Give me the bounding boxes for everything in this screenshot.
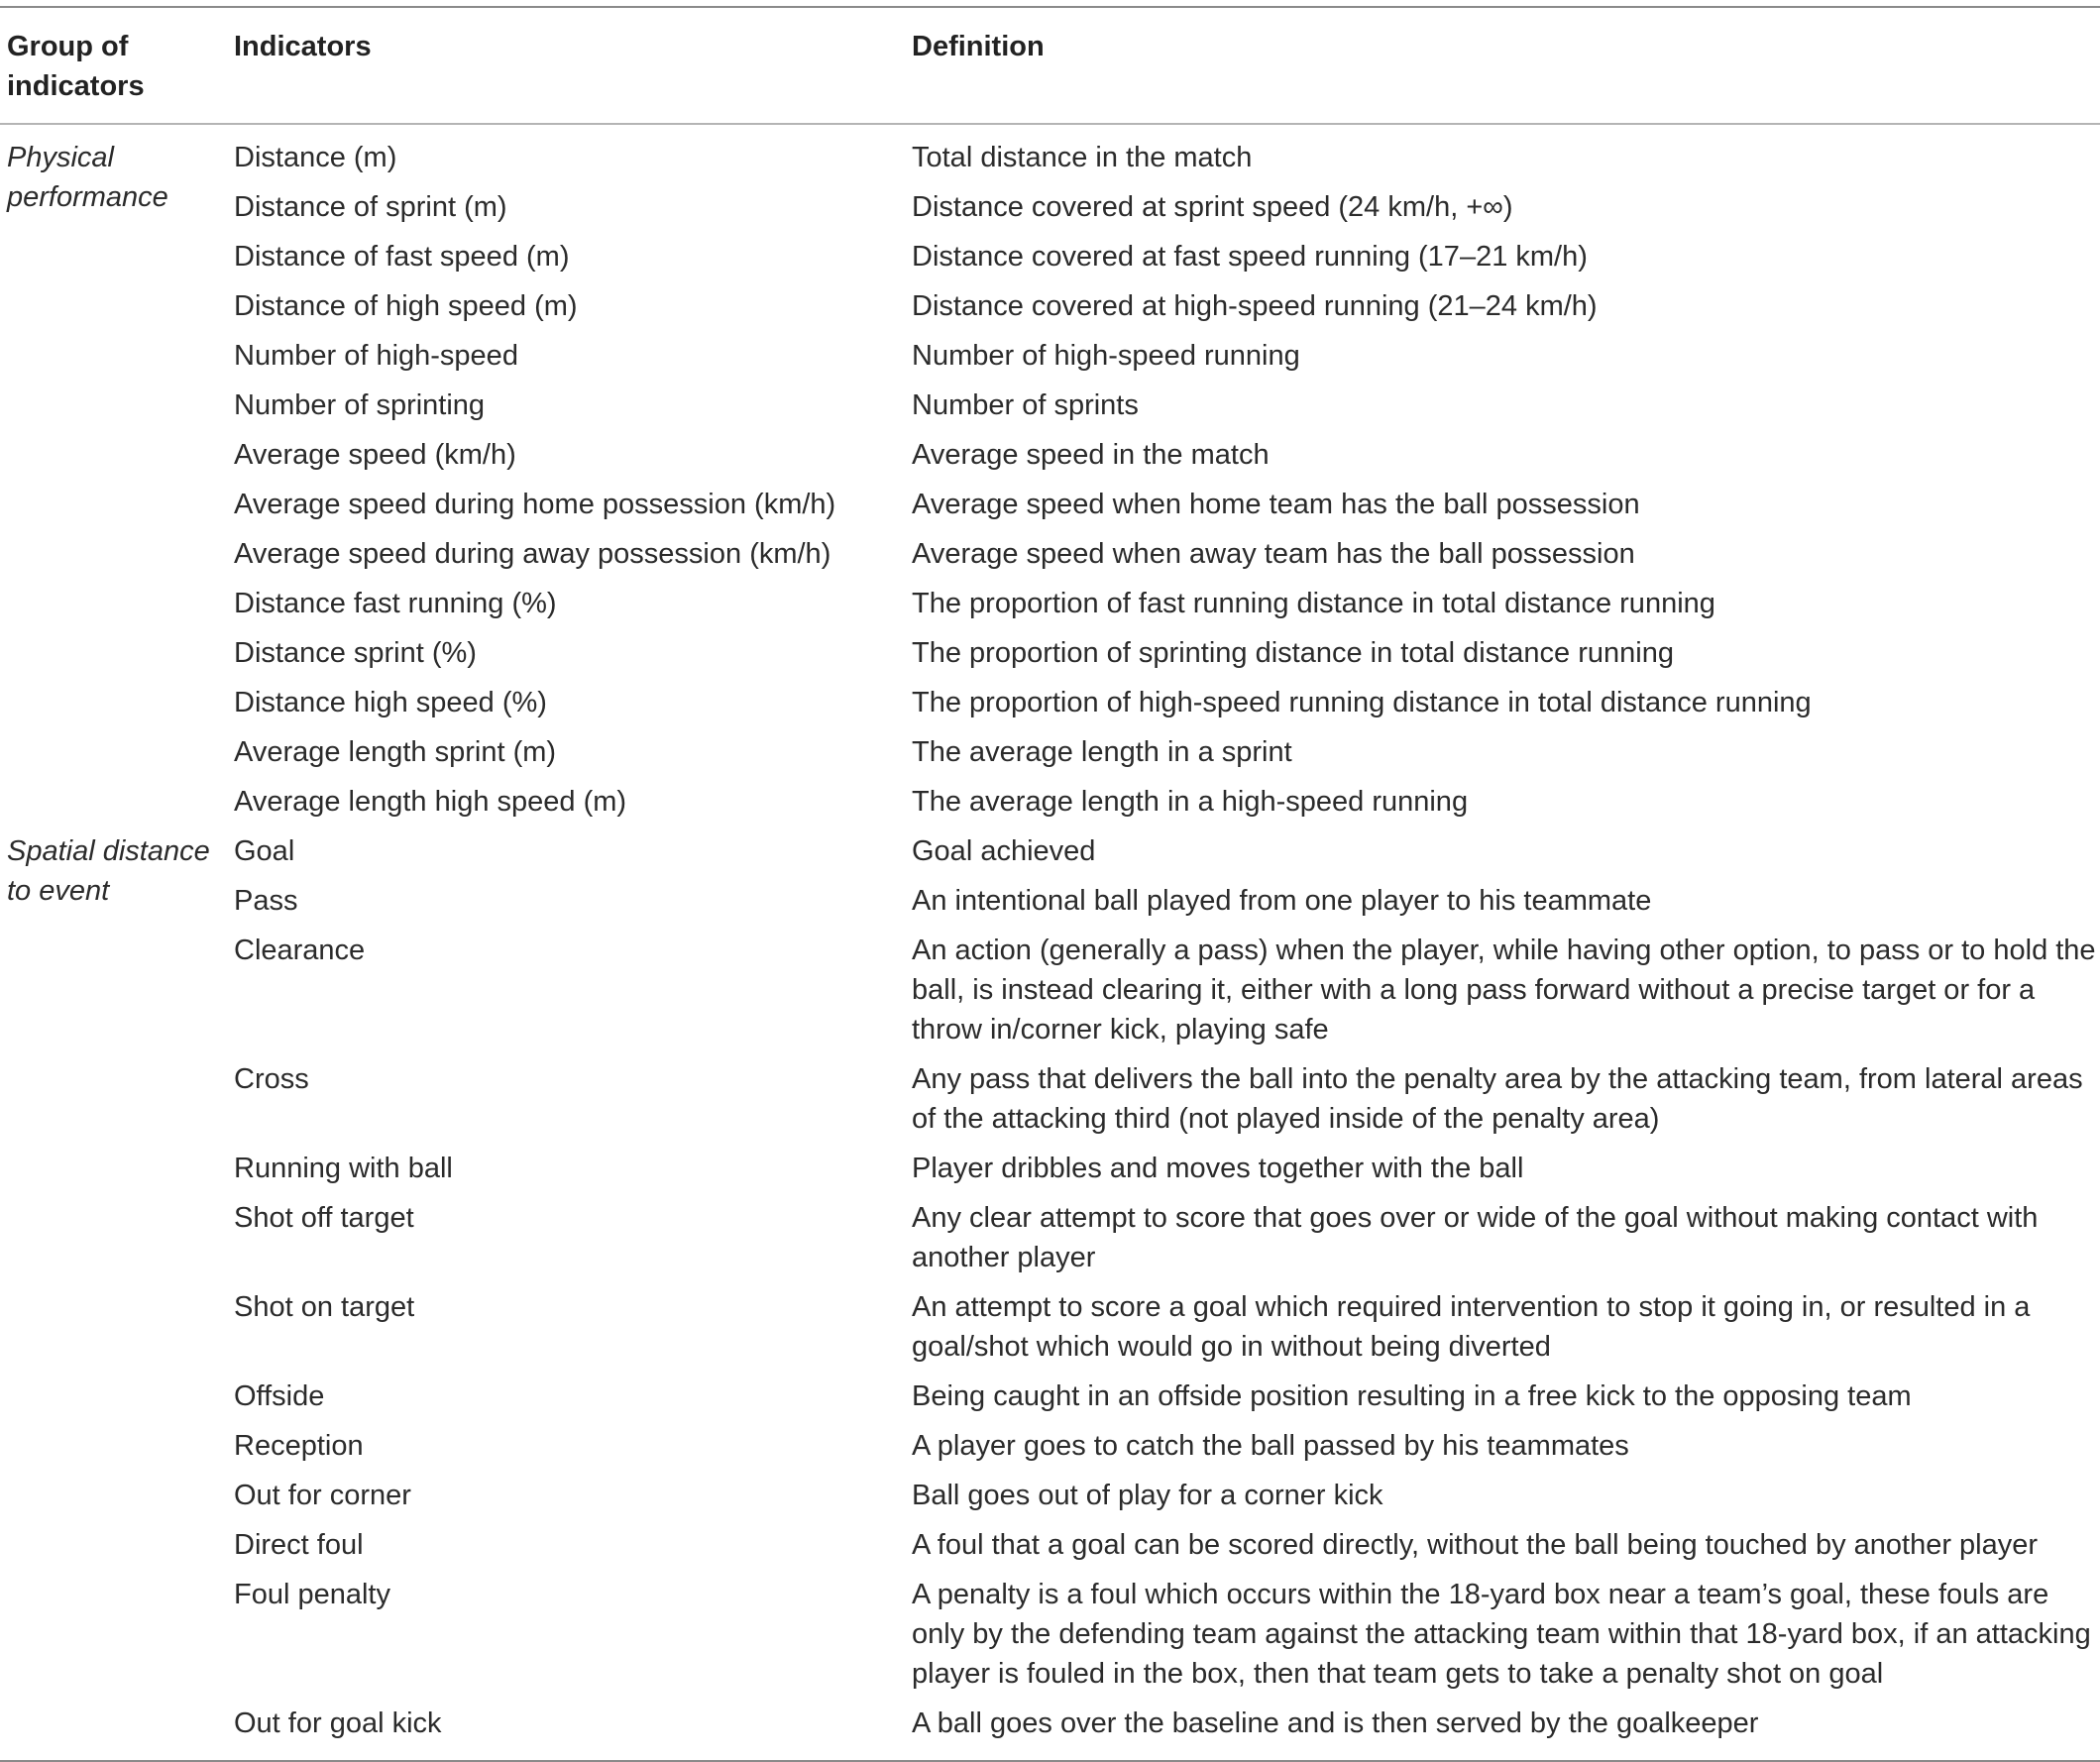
- table-row: [0, 283, 2100, 333]
- table-header: [0, 8, 2100, 124]
- definition-cell: A ball goes over the baseline and is then served by the goalkeeper: [912, 1707, 1759, 1739]
- table-body: [0, 124, 2100, 1760]
- indicator-cell: Average speed during away possession (km/h): [234, 538, 831, 570]
- group-name-cell: Spatial distance to event: [7, 835, 210, 907]
- indicator-cell: Average length high speed (m): [234, 786, 627, 818]
- indicator-cell: Out for goal kick: [234, 1707, 442, 1739]
- table-row: [0, 1423, 2100, 1473]
- table-row: [0, 1056, 2100, 1146]
- table-row: [0, 680, 2100, 729]
- definition-cell: A penalty is a foul which occurs within the 18-yard box near a team’s goal, these fouls are only by the defending team against the attacking team within that 18-yard box, if an attacking player is fouled in the box, then that team gets to take a penalty shot on goal: [912, 1579, 2091, 1690]
- header-group-of-indicators: Group of indicators: [0, 8, 234, 124]
- indicator-cell: Average speed during home possession (km/h): [234, 489, 836, 520]
- indicator-cell: Pass: [234, 885, 298, 917]
- indicator-cell: Distance of sprint (m): [234, 191, 507, 223]
- table-row: [0, 1572, 2100, 1701]
- definition-cell: Distance covered at high-speed running (21–24 km/h): [912, 290, 1598, 322]
- table-row: [0, 1701, 2100, 1760]
- table-row: [0, 1146, 2100, 1195]
- definition-cell: An intentional ball played from one player to his teammate: [912, 885, 1652, 917]
- indicators-table: [0, 8, 2100, 1760]
- table-row: [0, 1284, 2100, 1374]
- indicator-cell: Shot on target: [234, 1291, 415, 1323]
- table-row: [0, 383, 2100, 432]
- indicator-cell: Distance high speed (%): [234, 687, 547, 718]
- indicator-cell: Distance (m): [234, 142, 397, 173]
- indicator-cell: Reception: [234, 1430, 364, 1462]
- indicator-cell: Offside: [234, 1380, 325, 1412]
- indicator-cell: Shot off target: [234, 1202, 414, 1234]
- table-row: [0, 828, 2100, 878]
- definition-cell: A foul that a goal can be scored directly, without the ball being touched by another player: [912, 1529, 2039, 1561]
- table-row: [0, 432, 2100, 482]
- definition-cell: A player goes to catch the ball passed by his teammates: [912, 1430, 1629, 1462]
- definition-cell: An attempt to score a goal which required intervention to stop it going in, or resulted in a goal/shot which would go in without being diverted: [912, 1291, 2031, 1363]
- table-row: [0, 124, 2100, 184]
- table-row: [0, 630, 2100, 680]
- definition-cell: The proportion of fast running distance in total distance running: [912, 588, 1715, 619]
- definition-cell: The proportion of high-speed running distance in total distance running: [912, 687, 1812, 718]
- definition-cell: Average speed when away team has the ball possession: [912, 538, 1635, 570]
- definition-cell: Ball goes out of play for a corner kick: [912, 1480, 1383, 1511]
- header-row: [0, 8, 2100, 124]
- table-row: [0, 531, 2100, 581]
- definition-cell: The average length in a high-speed running: [912, 786, 1469, 818]
- indicator-cell: Number of sprinting: [234, 389, 486, 421]
- header-indicators: Indicators: [234, 8, 912, 124]
- group-name-cell: Physical performance: [7, 142, 168, 213]
- table-row: [0, 184, 2100, 234]
- definition-cell: The average length in a sprint: [912, 736, 1292, 768]
- table-row: [0, 928, 2100, 1056]
- definition-cell: Distance covered at sprint speed (24 km/h, +∞): [912, 191, 1513, 223]
- header-definition: Definition: [912, 8, 2100, 124]
- indicator-cell: Average length sprint (m): [234, 736, 557, 768]
- indicator-cell: Out for corner: [234, 1480, 411, 1511]
- definition-cell: Number of high-speed running: [912, 340, 1300, 372]
- definition-cell: Any clear attempt to score that goes over or wide of the goal without making contact with another player: [912, 1202, 2039, 1273]
- definition-cell: Goal achieved: [912, 835, 1096, 867]
- definition-cell: Distance covered at fast speed running (17–21 km/h): [912, 241, 1588, 273]
- definition-cell: Total distance in the match: [912, 142, 1253, 173]
- indicator-cell: Number of high-speed: [234, 340, 518, 372]
- table-row: [0, 581, 2100, 630]
- table-row: [0, 1473, 2100, 1522]
- indicator-cell: Distance sprint (%): [234, 637, 477, 669]
- indicator-cell: Cross: [234, 1063, 309, 1095]
- indicator-cell: Average speed (km/h): [234, 439, 516, 471]
- indicator-cell: Clearance: [234, 935, 366, 966]
- table-row: [0, 779, 2100, 828]
- definition-cell: An action (generally a pass) when the player, while having other option, to pass or to hold the ball, is instead clearing it, either with a long pass forward without a precise target or for a throw in/corner kick, playing safe: [912, 935, 2096, 1046]
- table-row: [0, 1374, 2100, 1423]
- table-row: [0, 1195, 2100, 1284]
- table-row: [0, 482, 2100, 531]
- indicator-cell: Direct foul: [234, 1529, 364, 1561]
- table-row: [0, 878, 2100, 928]
- indicator-cell: Goal: [234, 835, 295, 867]
- table-row: [0, 234, 2100, 283]
- table-row: [0, 333, 2100, 383]
- definition-cell: Average speed in the match: [912, 439, 1270, 471]
- indicator-cell: Distance of high speed (m): [234, 290, 578, 322]
- definition-cell: Any pass that delivers the ball into the penalty area by the attacking team, from lateral areas of the attacking third (not played inside of the penalty area): [912, 1063, 2083, 1135]
- indicator-cell: Distance fast running (%): [234, 588, 557, 619]
- indicator-cell: Distance of fast speed (m): [234, 241, 570, 273]
- indicator-cell: Running with ball: [234, 1153, 453, 1184]
- indicators-table-container: [0, 6, 2100, 1762]
- definition-cell: Average speed when home team has the ball possession: [912, 489, 1640, 520]
- indicator-cell: Foul penalty: [234, 1579, 390, 1610]
- definition-cell: Being caught in an offside position resulting in a free kick to the opposing team: [912, 1380, 1912, 1412]
- table-row: [0, 1522, 2100, 1572]
- definition-cell: Player dribbles and moves together with the ball: [912, 1153, 1524, 1184]
- definition-cell: Number of sprints: [912, 389, 1139, 421]
- table-row: [0, 729, 2100, 779]
- definition-cell: The proportion of sprinting distance in total distance running: [912, 637, 1674, 669]
